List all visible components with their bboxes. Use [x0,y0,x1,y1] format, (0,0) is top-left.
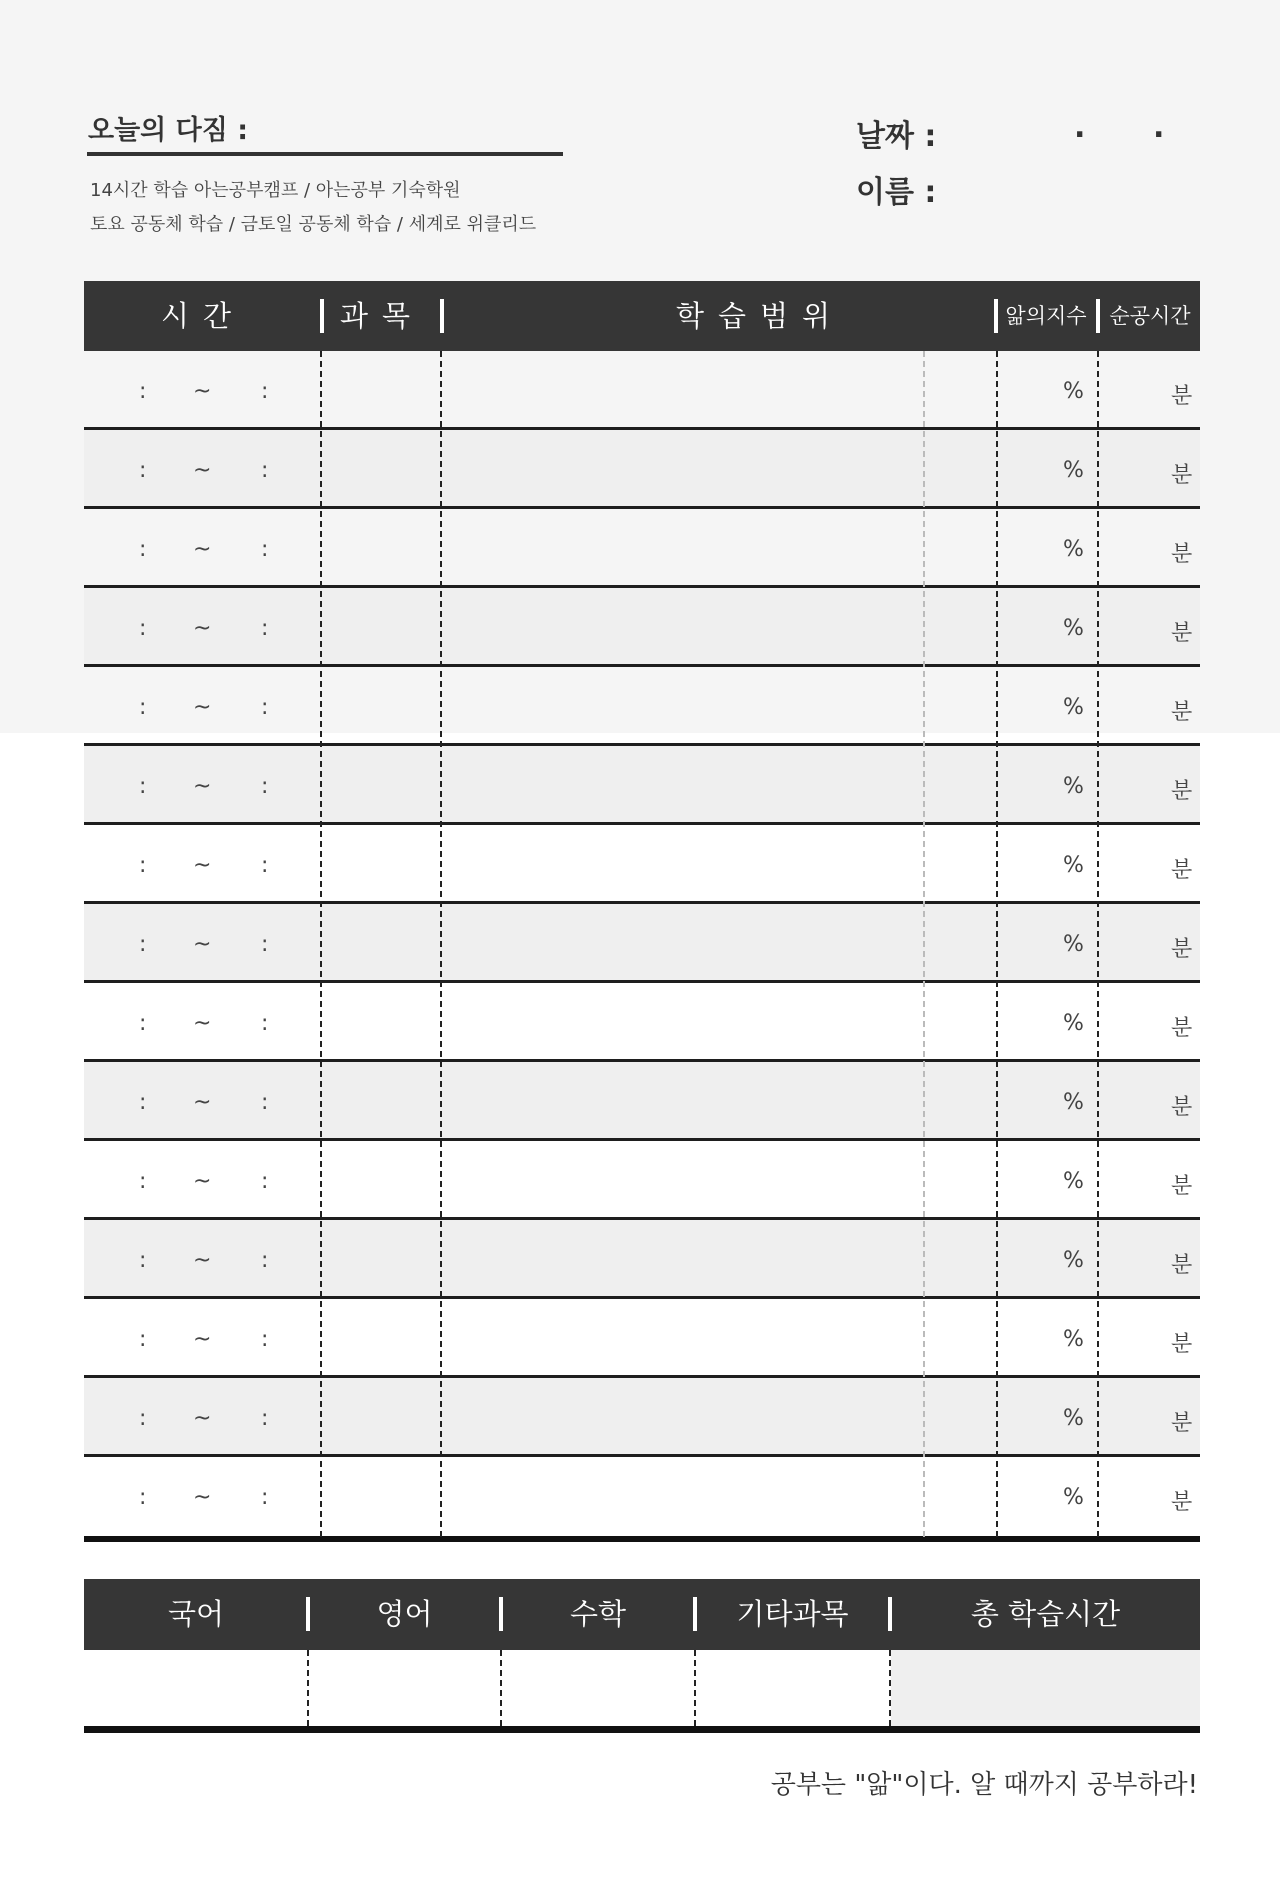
table-row[interactable] [84,351,1200,430]
time-separator-start: : [139,1485,147,1510]
summary-col-total-time: 총 학습시간 [970,1597,1121,1631]
total-time-cell[interactable] [891,1650,1200,1726]
col-divider-index-time [1097,351,1099,1537]
net-study-minutes: 분 [1171,1174,1193,1199]
table-row[interactable] [84,1299,1200,1378]
time-tilde: ~ [193,1327,212,1352]
summary-divider [889,1650,891,1726]
time-separator-start: : [139,1248,147,1273]
time-separator-start: : [139,932,147,957]
table-header [84,281,1200,351]
knowledge-percent: % [1063,379,1084,404]
summary-divider [307,1650,309,1726]
summary-divider [500,1650,502,1726]
time-separator-start: : [139,695,147,720]
time-tilde: ~ [193,853,212,878]
time-separator-end: : [261,932,269,957]
summary-col-english: 영어 [376,1597,433,1631]
table-row[interactable] [84,904,1200,983]
summary-col-math: 수학 [569,1597,627,1631]
knowledge-percent: % [1063,537,1084,562]
table-row[interactable] [84,1062,1200,1141]
time-separator-end: : [261,853,269,878]
knowledge-percent: % [1063,1485,1084,1510]
summary-row [84,1650,1200,1726]
summary-col-other: 기타과목 [736,1597,849,1631]
summary-col-korean: 국어 [167,1597,225,1631]
net-study-minutes: 분 [1171,1095,1193,1120]
time-separator-start: : [139,774,147,799]
net-study-minutes: 분 [1171,384,1193,409]
table-row[interactable] [84,746,1200,825]
table-row[interactable] [84,1457,1200,1536]
col-header-time: 시간 [160,299,246,333]
time-tilde: ~ [193,932,212,957]
time-separator-start: : [139,537,147,562]
table-row[interactable] [84,1141,1200,1220]
date-separator: . [1153,110,1165,145]
net-study-minutes: 분 [1171,621,1193,646]
time-separator-end: : [261,458,269,483]
time-tilde: ~ [193,774,212,799]
time-separator-start: : [139,616,147,641]
col-divider-range-index [996,351,998,1537]
motto: 공부는 "앎"이다. 알 때까지 공부하라! [770,1770,1198,1800]
summary-header [84,1579,1200,1650]
resolution-input-line[interactable] [87,152,563,156]
time-separator-start: : [139,458,147,483]
net-study-minutes: 분 [1171,700,1193,725]
net-study-minutes: 분 [1171,937,1193,962]
time-tilde: ~ [193,379,212,404]
time-separator-end: : [261,695,269,720]
table-bottom-border [84,1536,1200,1542]
time-separator-end: : [261,1090,269,1115]
table-row[interactable] [84,1220,1200,1299]
knowledge-percent: % [1063,932,1084,957]
knowledge-percent: % [1063,1169,1084,1194]
resolution-label: 오늘의 다짐 : [88,115,249,146]
table-row[interactable] [84,825,1200,904]
name-label: 이름 : [856,175,937,210]
time-separator-end: : [261,774,269,799]
net-study-minutes: 분 [1171,1253,1193,1278]
knowledge-percent: % [1063,1248,1084,1273]
summary-divider [694,1650,696,1726]
time-separator-end: : [261,537,269,562]
net-study-minutes: 분 [1171,1332,1193,1357]
date-label: 날짜 : [856,119,937,154]
col-divider-subject-range [440,351,442,1537]
time-separator-start: : [139,1327,147,1352]
program-note-2: 토요 공동체 학습 / 금토일 공동체 학습 / 세계로 위클리드 [90,214,537,235]
col-header-study-range: 학습범위 [675,299,845,333]
knowledge-percent: % [1063,853,1084,878]
knowledge-percent: % [1063,458,1084,483]
col-divider-time-subject [320,351,322,1537]
table-row[interactable] [84,588,1200,667]
study-log-rows [84,351,1200,1536]
net-study-minutes: 분 [1171,858,1193,883]
time-separator-end: : [261,1248,269,1273]
net-study-minutes: 분 [1171,542,1193,567]
time-separator-end: : [261,1485,269,1510]
col-header-subject: 과목 [339,299,425,333]
time-separator-start: : [139,1406,147,1431]
time-separator-end: : [261,1327,269,1352]
time-tilde: ~ [193,1011,212,1036]
net-study-minutes: 분 [1171,463,1193,488]
net-study-minutes: 분 [1171,1490,1193,1515]
time-separator-start: : [139,1169,147,1194]
table-row[interactable] [84,509,1200,588]
time-separator-start: : [139,853,147,878]
date-separator: . [1074,110,1086,145]
col-divider-range-inner [923,351,925,1537]
time-tilde: ~ [193,537,212,562]
net-study-minutes: 분 [1171,1411,1193,1436]
table-row[interactable] [84,667,1200,746]
time-separator-end: : [261,379,269,404]
table-row[interactable] [84,430,1200,509]
time-separator-end: : [261,1011,269,1036]
time-separator-start: : [139,379,147,404]
net-study-minutes: 분 [1171,1016,1193,1041]
knowledge-percent: % [1063,1406,1084,1431]
time-separator-start: : [139,1090,147,1115]
program-note-1: 14시간 학습 아는공부캠프 / 아는공부 기숙학원 [90,180,461,201]
table-row[interactable] [84,983,1200,1062]
time-tilde: ~ [193,1406,212,1431]
col-header-net-study-time: 순공시간 [1109,304,1191,328]
time-separator-start: : [139,1011,147,1036]
table-row[interactable] [84,1378,1200,1457]
time-tilde: ~ [193,1485,212,1510]
time-separator-end: : [261,1406,269,1431]
time-tilde: ~ [193,1090,212,1115]
knowledge-percent: % [1063,1011,1084,1036]
time-separator-end: : [261,616,269,641]
knowledge-percent: % [1063,695,1084,720]
net-study-minutes: 분 [1171,779,1193,804]
time-tilde: ~ [193,1248,212,1273]
time-tilde: ~ [193,1169,212,1194]
time-tilde: ~ [193,695,212,720]
time-tilde: ~ [193,616,212,641]
time-separator-end: : [261,1169,269,1194]
time-tilde: ~ [193,458,212,483]
col-header-knowledge-index: 앎의지수 [1005,304,1087,328]
knowledge-percent: % [1063,1327,1084,1352]
knowledge-percent: % [1063,616,1084,641]
knowledge-percent: % [1063,774,1084,799]
summary-bottom-border [84,1726,1200,1733]
knowledge-percent: % [1063,1090,1084,1115]
